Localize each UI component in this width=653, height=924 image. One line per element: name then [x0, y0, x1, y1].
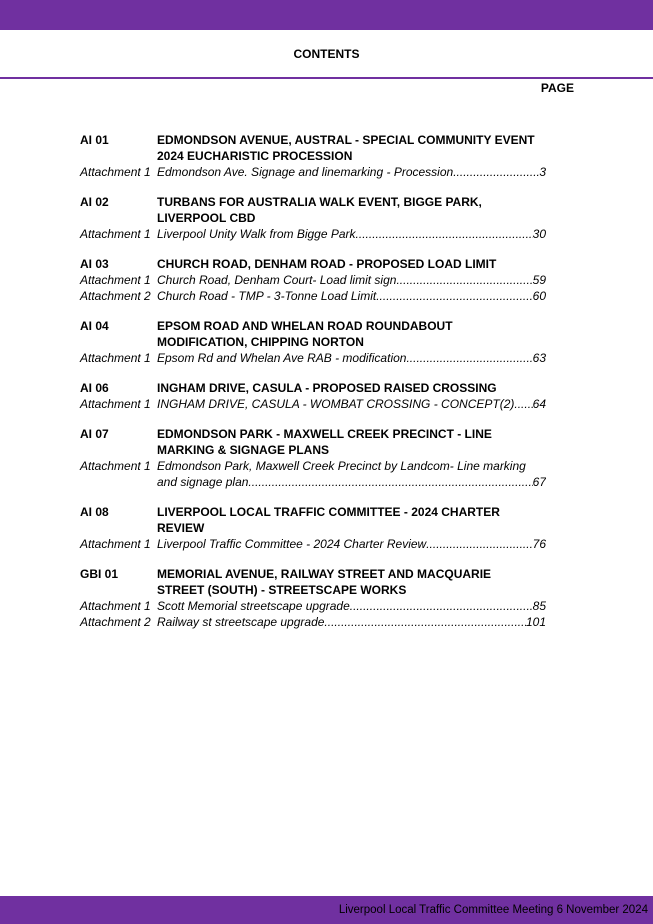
attachment-entry[interactable] — [80, 536, 546, 552]
dot-leader — [396, 272, 532, 288]
attachment-label: Attachment 1 — [80, 227, 151, 241]
page-title: CONTENTS — [293, 47, 360, 61]
dot-leader — [350, 598, 533, 614]
item-code — [80, 442, 157, 458]
attachment-title: Church Road - TMP - 3-Tonne Load Limit — [157, 289, 377, 303]
item-code: AI 04 — [80, 319, 109, 333]
attachment-label: Attachment 2 — [80, 289, 151, 303]
attachment-title: Railway st streetscape upgrade. — [157, 615, 328, 629]
attachment-title: Epsom Rd and Whelan Ave RAB - modification — [157, 351, 407, 365]
dot-leader — [406, 350, 532, 366]
attachment-label: Attachment 1 — [80, 351, 151, 365]
toc-item — [80, 426, 546, 490]
attachment-entry[interactable] — [80, 288, 546, 304]
page-number: 101 — [525, 615, 546, 629]
toc-item — [80, 132, 546, 180]
item-heading: 2024 EUCHARISTIC PROCESSION — [157, 149, 353, 163]
item-code: AI 07 — [80, 427, 109, 441]
attachment-label — [80, 474, 157, 490]
attachment-title: Edmondson Ave. Signage and linemarking - Procession — [157, 165, 454, 179]
attachment-title: INGHAM DRIVE, CASULA - WOMBAT CROSSING - CONCEPT(2) — [157, 397, 515, 411]
attachment-entry[interactable] — [80, 474, 546, 490]
attachment-entry[interactable] — [80, 350, 546, 366]
attachment-entry[interactable] — [80, 226, 546, 242]
footer-bar — [0, 896, 653, 924]
item-code — [80, 210, 157, 226]
attachment-entry[interactable] — [80, 396, 546, 412]
item-heading: MEMORIAL AVENUE, RAILWAY STREET AND MACQUARIE — [157, 567, 492, 581]
attachment-entry[interactable] — [80, 458, 546, 474]
page-number: 30 — [532, 227, 546, 241]
item-heading: TURBANS FOR AUSTRALIA WALK EVENT, BIGGE PARK, — [157, 195, 482, 209]
toc-item — [80, 194, 546, 242]
page-number: 76 — [532, 537, 546, 551]
attachment-label: Attachment 1 — [80, 273, 151, 287]
page-number: 60 — [532, 289, 546, 303]
dot-leader — [356, 226, 533, 242]
page-number: 67 — [532, 475, 546, 489]
item-heading: CHURCH ROAD, DENHAM ROAD - PROPOSED LOAD LIMIT — [157, 257, 497, 271]
item-heading: LIVERPOOL CBD — [157, 211, 256, 225]
dot-leader — [514, 396, 532, 412]
item-code — [80, 582, 157, 598]
item-heading: MODIFICATION, CHIPPING NORTON — [157, 335, 364, 349]
attachment-title: and signage plan. — [157, 475, 252, 489]
attachment-label: Attachment 1 — [80, 397, 151, 411]
header-rule — [0, 77, 653, 79]
attachment-label: Attachment 2 — [80, 615, 151, 629]
item-code — [80, 520, 157, 536]
dot-leader — [453, 164, 539, 180]
item-heading: REVIEW — [157, 521, 205, 535]
attachment-label: Attachment 1 — [80, 537, 151, 551]
dot-leader — [252, 474, 533, 490]
item-heading: LIVERPOOL LOCAL TRAFFIC COMMITTEE - 2024 CHARTER — [157, 505, 500, 519]
page-number: 85 — [532, 599, 546, 613]
dot-leader — [426, 536, 532, 552]
attachment-title: Edmondson Park, Maxwell Creek Precinct by Landcom- Line marking — [157, 459, 526, 473]
toc-item — [80, 566, 546, 630]
toc-item — [80, 318, 546, 366]
item-code: AI 02 — [80, 195, 109, 209]
footer-text: Liverpool Local Traffic Committee Meeting 6 November 2024 — [338, 904, 648, 916]
attachment-title: Scott Memorial streetscape upgrade — [157, 599, 350, 613]
header-bar — [0, 0, 653, 30]
item-heading: INGHAM DRIVE, CASULA - PROPOSED RAISED CROSSING — [157, 381, 497, 395]
attachment-entry[interactable] — [80, 614, 546, 630]
attachment-title: Liverpool Unity Walk from Bigge Park — [157, 227, 356, 241]
attachment-entry[interactable] — [80, 598, 546, 614]
page-number: 59 — [532, 273, 546, 287]
item-heading: MARKING & SIGNAGE PLANS — [157, 443, 330, 457]
item-code: AI 06 — [80, 381, 109, 395]
dot-leader — [328, 614, 526, 630]
item-heading: STREET (SOUTH) - STREETSCAPE WORKS — [157, 583, 407, 597]
dot-leader — [376, 288, 532, 304]
toc-item — [80, 256, 546, 304]
attachment-label: Attachment 1 — [80, 599, 151, 613]
item-code — [80, 148, 157, 164]
toc-item — [80, 380, 546, 412]
attachment-entry[interactable] — [80, 272, 546, 288]
item-heading: EPSOM ROAD AND WHELAN ROAD ROUNDABOUT — [157, 319, 453, 333]
page-number: 64 — [532, 397, 546, 411]
item-code: AI 01 — [80, 133, 109, 147]
item-heading: EDMONDSON PARK - MAXWELL CREEK PRECINCT - LINE — [157, 427, 492, 441]
attachment-title: Church Road, Denham Court- Load limit sign — [157, 273, 397, 287]
item-code: AI 03 — [80, 257, 109, 271]
attachment-title: Liverpool Traffic Committee - 2024 Charter Review — [157, 537, 427, 551]
table-of-contents — [80, 132, 546, 644]
attachment-label: Attachment 1 — [80, 459, 151, 473]
page-number: 3 — [539, 165, 546, 179]
item-heading: EDMONDSON AVENUE, AUSTRAL - SPECIAL COMMUNITY EVENT — [157, 133, 535, 147]
toc-item — [80, 504, 546, 552]
page-number: 63 — [532, 351, 546, 365]
attachment-entry[interactable] — [80, 164, 546, 180]
page-column-label: PAGE — [540, 81, 574, 95]
item-code: AI 08 — [80, 505, 109, 519]
item-code — [80, 334, 157, 350]
item-code: GBI 01 — [80, 567, 119, 581]
attachment-label: Attachment 1 — [80, 165, 151, 179]
